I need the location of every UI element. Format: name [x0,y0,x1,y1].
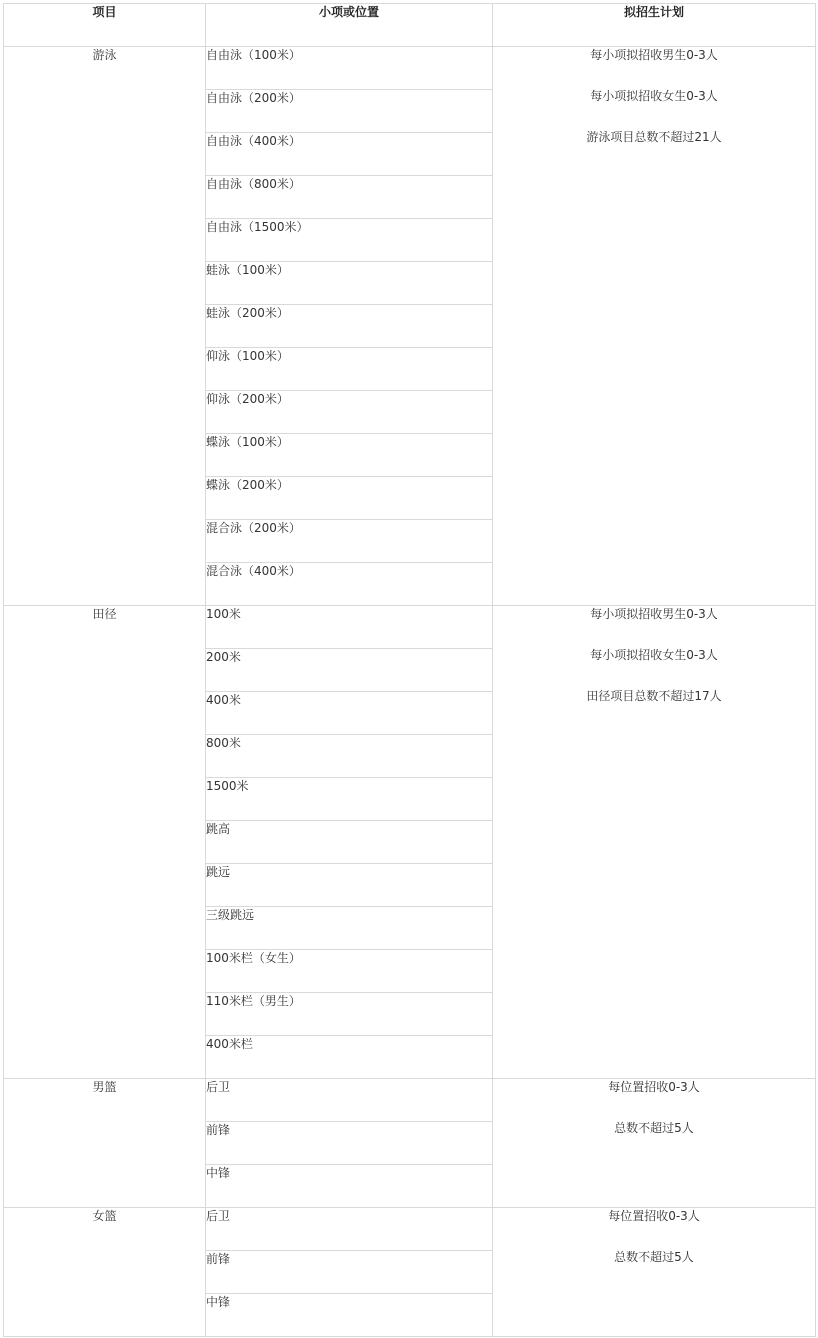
item-cell: 自由泳（1500米） [206,219,493,262]
plan-cell [493,47,816,606]
item-cell: 1500米 [206,778,493,821]
header-row [4,4,816,47]
project-cell: 游泳 [4,47,206,606]
item-cell: 跳高 [206,821,493,864]
item-cell: 100米 [206,606,493,649]
enrollment-plan-table [3,3,816,1337]
item-cell: 自由泳（800米） [206,176,493,219]
item-cell: 110米栏（男生） [206,993,493,1036]
item-cell: 中锋 [206,1294,493,1337]
item-cell: 三级跳远 [206,907,493,950]
plan-line: 每小项拟招收女生0-3人 [590,648,718,662]
item-cell: 后卫 [206,1208,493,1251]
item-cell: 混合泳（400米） [206,563,493,606]
item-cell: 800米 [206,735,493,778]
plan-line: 每小项拟招收男生0-3人 [590,607,718,621]
item-cell: 仰泳（200米） [206,391,493,434]
plan-line: 总数不超过5人 [614,1121,694,1135]
item-cell: 跳远 [206,864,493,907]
item-cell: 自由泳（100米） [206,47,493,90]
plan-line: 总数不超过5人 [614,1250,694,1264]
item-cell: 前锋 [206,1122,493,1165]
item-cell: 后卫 [206,1079,493,1122]
item-cell: 400米 [206,692,493,735]
header-item: 小项或位置 [206,4,493,47]
item-cell: 蛙泳（100米） [206,262,493,305]
item-cell: 自由泳（400米） [206,133,493,176]
plan-line: 每位置招收0-3人 [608,1080,700,1094]
plan-line: 田径项目总数不超过17人 [586,689,722,703]
project-cell: 田径 [4,606,206,1079]
item-cell: 混合泳（200米） [206,520,493,563]
plan-cell [493,1079,816,1208]
project-cell: 男篮 [4,1079,206,1208]
item-cell: 蝶泳（200米） [206,477,493,520]
item-cell: 前锋 [206,1251,493,1294]
item-cell: 100米栏（女生） [206,950,493,993]
plan-line: 每小项拟招收女生0-3人 [590,89,718,103]
header-plan: 拟招生计划 [493,4,816,47]
item-cell: 中锋 [206,1165,493,1208]
header-project: 项目 [4,4,206,47]
table-row [4,47,816,90]
table-row [4,1079,816,1122]
item-cell: 自由泳（200米） [206,90,493,133]
item-cell: 蛙泳（200米） [206,305,493,348]
item-cell: 仰泳（100米） [206,348,493,391]
plan-line: 游泳项目总数不超过21人 [586,130,722,144]
item-cell: 蝶泳（100米） [206,434,493,477]
item-cell: 200米 [206,649,493,692]
project-cell: 女篮 [4,1208,206,1337]
table-row [4,606,816,649]
table-row [4,1208,816,1251]
plan-cell [493,1208,816,1337]
plan-cell [493,606,816,1079]
table-body [4,47,816,1337]
plan-line: 每小项拟招收男生0-3人 [590,48,718,62]
plan-line: 每位置招收0-3人 [608,1209,700,1223]
item-cell: 400米栏 [206,1036,493,1079]
